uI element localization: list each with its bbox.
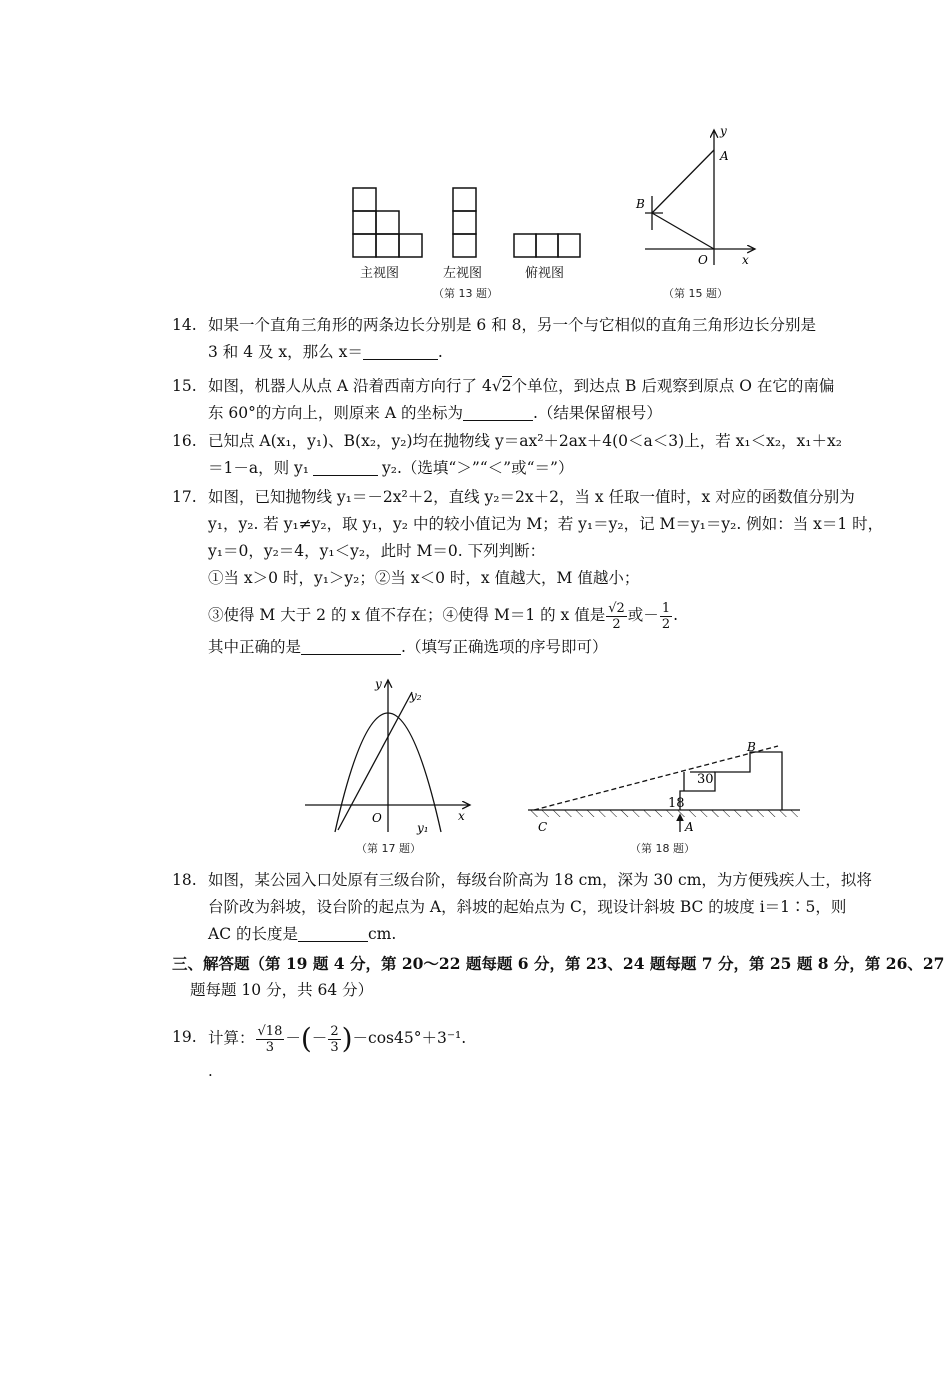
- label-C: C: [538, 820, 548, 834]
- q18-text-b: cm.: [367, 925, 397, 943]
- question-number: 19.: [172, 1028, 197, 1046]
- steps-figure-18: [520, 732, 805, 837]
- q17-text-a: ③使得 M 大于 2 的 x 值不存在；④使得 M＝1 的 x 值是: [208, 606, 606, 624]
- q17-text-c: .: [673, 606, 679, 624]
- label-y2: y₂: [410, 689, 422, 703]
- inner-minus: －: [311, 1029, 328, 1047]
- question-17: [172, 484, 937, 661]
- question-number: 18.: [172, 871, 197, 889]
- answer-blank[interactable]: [363, 343, 438, 360]
- q17-text-b: 或－: [627, 606, 659, 624]
- ramp-BC-dashed: [534, 746, 778, 810]
- question-18: [172, 867, 937, 948]
- sqrt-sign: √: [491, 377, 502, 395]
- segment-BO: [652, 213, 714, 249]
- q17-text-e: .（填写正确选项的序号即可）: [401, 638, 608, 656]
- sqrt-radicand: 2: [501, 377, 512, 395]
- answer-blank[interactable]: [313, 459, 378, 476]
- section-3-line-1: 三、解答题（第 19 题 4 分，第 20～22 题每题 6 分，第 23、24 题每题 7 分，第 25 题 8 分，第 26、27: [172, 954, 945, 973]
- figure-18-caption: （第 18 题）: [630, 842, 695, 855]
- q18-line-2: 台阶改为斜坡，设台阶的起点为 A，斜坡的起始点为 C，现设计斜坡 BC 的坡度 i＝1∶5，则: [208, 898, 847, 916]
- q16-line-1: 已知点 A(x₁，y₁)、B(x₂，y₂)均在抛物线 y＝ax²＋2ax＋4(0＜a＜3)上，若 x₁＜x₂，x₁＋x₂: [208, 432, 842, 450]
- q17-line-3: y₁＝0，y₂＝4，y₁＜y₂，此时 M＝0. 下列判断：: [208, 542, 546, 560]
- q17-line-5: [208, 598, 937, 632]
- section-3-line-2: 题每题 10 分，共 64 分）: [190, 981, 374, 999]
- segment-AB: [652, 150, 714, 213]
- steps-outline: [680, 752, 782, 810]
- figure-13-caption: （第 13 题）: [433, 287, 498, 300]
- q19-tail: －cos45°＋3⁻¹.: [352, 1029, 467, 1047]
- answer-blank[interactable]: [298, 925, 368, 942]
- fraction-sqrt2-over-2: $\frac{√2}{2}$: [608, 600, 625, 632]
- three-views-drawing: [345, 180, 590, 260]
- question-number: 14.: [172, 316, 197, 334]
- q14-line-2: [208, 339, 937, 366]
- label-B: B: [636, 197, 645, 211]
- q18-text-a: AC 的长度是: [208, 925, 298, 943]
- minus-sign: －: [285, 1029, 301, 1047]
- left-view-label: 左视图: [443, 266, 483, 281]
- label-y: y: [375, 677, 382, 691]
- label-x: x: [742, 253, 749, 267]
- label-y: y: [720, 124, 727, 138]
- fraction-2-over-3: $\frac{2}{3}$: [330, 1023, 339, 1055]
- figure-15-caption: （第 15 题）: [663, 287, 728, 300]
- question-number: 16.: [172, 432, 197, 450]
- q15-text-d: .（结果保留根号）: [532, 404, 662, 422]
- label-x: x: [458, 809, 465, 823]
- q15-text-c: 东 60°的方向上，则原来 A 的坐标为: [208, 404, 463, 422]
- q18-line-3: [208, 921, 937, 948]
- ground-hatch: [528, 810, 800, 817]
- answer-blank[interactable]: [463, 404, 533, 421]
- question-14: [172, 312, 937, 366]
- parabola-figure-17: [300, 672, 480, 837]
- q18-line-1: 如图，某公园入口处原有三级台阶，每级台阶高为 18 cm，深为 30 cm，为方便残疾人士，拟将: [208, 871, 872, 889]
- label-B: B: [747, 740, 756, 754]
- q15-line-1: [208, 373, 937, 400]
- q17-line-2: y₁，y₂. 若 y₁≠y₂，取 y₁，y₂ 中的较小值记为 M；若 y₁＝y₂，记 M＝y₁＝y₂. 例如：当 x＝1 时，: [208, 515, 884, 533]
- q14-text: 3 和 4 及 x，那么 x＝: [208, 343, 363, 361]
- left-paren: (: [300, 1022, 312, 1055]
- q15-text-b: 个单位，到达点 B 后观察到原点 O 在它的南偏: [511, 377, 835, 395]
- q16-text-b: y₂.（选填“＞”“＜”或“＝”）: [382, 459, 574, 477]
- line-y2: [338, 692, 412, 830]
- fraction-sqrt18-over-3: $\frac{√18}{3}$: [257, 1023, 283, 1055]
- stray-dot: .: [208, 1062, 213, 1080]
- coordinate-figure-15: [630, 120, 770, 270]
- q15-line-2: [208, 400, 937, 427]
- q17-line-4: ①当 x＞0 时，y₁＞y₂；②当 x＜0 时，x 值越大，M 值越小；: [208, 569, 640, 587]
- fraction-1-over-2: $\frac{1}{2}$: [661, 600, 671, 632]
- label-y1: y₁: [417, 821, 429, 835]
- question-number: 15.: [172, 377, 197, 395]
- question-number: 17.: [172, 488, 197, 506]
- q14-end: .: [437, 343, 443, 361]
- question-19: [172, 1018, 937, 1058]
- height-label-18: 18: [668, 796, 685, 811]
- right-paren: ): [341, 1022, 353, 1055]
- q14-line-1: 如果一个直角三角形的两条边长分别是 6 和 8，另一个与它相似的直角三角形边长分别是: [208, 316, 817, 334]
- question-16: [172, 428, 937, 482]
- q15-text-a: 如图，机器人从点 A 沿着西南方向行了 4: [208, 377, 492, 395]
- q17-line-6: [208, 634, 937, 661]
- front-view-label: 主视图: [360, 266, 400, 281]
- label-A: A: [720, 149, 729, 163]
- q17-text-d: 其中正确的是: [208, 638, 302, 656]
- figure-17-caption: （第 17 题）: [356, 842, 421, 855]
- top-view-label: 俯视图: [525, 266, 565, 281]
- q19-prefix: 计算：: [208, 1029, 255, 1047]
- answer-blank[interactable]: [301, 638, 401, 655]
- label-O: O: [372, 811, 382, 825]
- q16-line-2: [208, 455, 937, 482]
- question-15: [172, 373, 937, 427]
- section-3-heading: [172, 950, 945, 1004]
- q17-line-1: 如图，已知抛物线 y₁＝－2x²＋2，直线 y₂＝2x＋2，当 x 任取一值时，x 对应的函数值分别为: [208, 488, 855, 506]
- depth-label-30: 30: [697, 772, 714, 787]
- q16-text-a: ＝1－a，则 y₁: [208, 459, 310, 477]
- label-A: A: [685, 820, 694, 834]
- label-O: O: [698, 253, 708, 267]
